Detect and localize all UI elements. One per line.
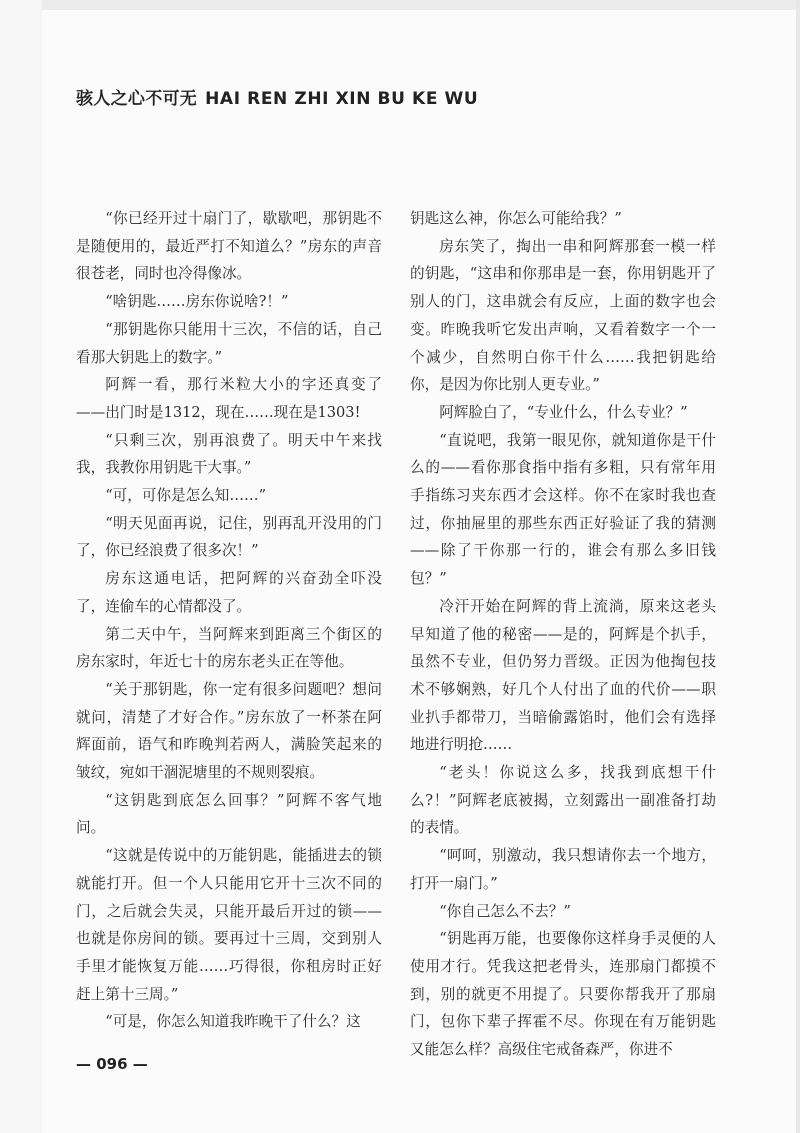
paragraph: “啥钥匙……房东你说啥?！” <box>105 293 289 311</box>
paragraph: “明天见面再说，记住，别再乱开没用的门了，你已经浪费了很多次！” <box>76 514 382 560</box>
header-title-pinyin: HAI REN ZHI XIN BU KE WU <box>205 89 479 109</box>
header-title-chinese: 骇人之心不可无 <box>76 89 198 109</box>
left-text-column <box>76 205 382 1036</box>
paragraph: 房东这通电话，把阿辉的兴奋劲全吓没了，连偷车的心情都没了。 <box>76 570 382 615</box>
paragraph: 冷汗开始在阿辉的背上流淌，原来这老头早知道了他的秘密——是的，阿辉是个扒手，虽然不专业，但仍努力晋级。正因为他掏包技术不够娴熟，好几个人付出了血的代价——职业扒手都带刀，当暗偷露馅时，他们会有选择地进行明抢…… <box>410 597 716 754</box>
paragraph: “可是，你怎么知道我昨晚干了什么？这 <box>105 1013 361 1031</box>
paragraph: “老头！你说这么多，找我到底想干什么?！”阿辉老底被揭，立刻露出一副准备打劫的表情。 <box>410 764 716 837</box>
paragraph: “这就是传说中的万能钥匙，能插进去的锁就能打开。但一个人只能用它开十三次不同的门，之后就会失灵，只能开最后开过的锁——也就是你房间的锁。要再过十三周，交到别人手里才能恢复万能……巧得很，你租房时正好赶上第十三周。” <box>76 847 382 1003</box>
paragraph: “关于那钥匙，你一定有很多问题吧？想问就问，清楚了才好合作。”房东放了一杯茶在阿辉面前，语气和昨晚判若两人，满脸笑起来的皱纹，宛如干涸泥塘里的不规则裂痕。 <box>76 680 382 782</box>
top-page-shadow <box>0 0 800 10</box>
page-number: — 096 — <box>76 1055 148 1073</box>
paragraph: 阿辉脸白了，“专业什么，什么专业？” <box>439 403 688 421</box>
paragraph: “钥匙再万能，也要像你这样身手灵便的人使用才行。凭我这把老骨头，连那扇门都摸不到，别的就更不用提了。只要你帮我开了那扇门，包你下辈子挥霍不尽。你现在有万能钥匙又能怎么样？高级住宅戒备森严，你进不 <box>410 930 716 1059</box>
paragraph: “只剩三次，别再浪费了。明天中午来找我，我教你用钥匙干大事。” <box>76 431 382 477</box>
paragraph: “直说吧，我第一眼见你，就知道你是干什么的——看你那食指中指有多粗，只有常年用手指练习夹东西才会这样。你不在家时我也查过，你抽屉里的那些东西正好验证了我的猜测——除了干你那一行的，谁会有那么多旧钱包？” <box>410 431 716 588</box>
right-page-edge <box>796 0 800 1133</box>
paragraph: “你已经开过十扇门了，歇歇吧，那钥匙不是随便用的，最近严打不知道么？”房东的声音很苍老，同时也冷得像冰。 <box>76 210 382 283</box>
paragraph: “那钥匙你只能用十三次，不信的话，自己看那大钥匙上的数字。” <box>76 320 382 366</box>
paragraph: “你自己怎么不去？” <box>439 902 571 920</box>
paragraph: “可，可你是怎么知……” <box>105 487 267 505</box>
left-page-margin <box>0 0 42 1133</box>
paragraph: 第二天中午，当阿辉来到距离三个街区的房东家时，年近七十的房东老头正在等他。 <box>76 625 382 671</box>
paragraph: “这钥匙到底怎么回事？”阿辉不客气地问。 <box>76 791 382 837</box>
paragraph: 阿辉一看，那行米粒大小的字还真变了——出门时是1312，现在……现在是1303! <box>76 376 382 421</box>
paragraph: “呵呵，别激动，我只想请你去一个地方，打开一扇门。” <box>410 847 716 892</box>
running-header <box>76 84 478 109</box>
paragraph-continuation: 钥匙这么神，你怎么可能给我？” <box>410 210 622 227</box>
right-text-column <box>410 205 716 1064</box>
paragraph: 房东笑了，掏出一串和阿辉那套一模一样的钥匙，“这串和你那串是一套，你用钥匙开了别人的门，这串就会有反应，上面的数字也会变。昨晚我听它发出声响，又看着数字一个一个减少，自然明白你干什么……我把钥匙给你，是因为你比别人更专业。” <box>410 237 716 394</box>
